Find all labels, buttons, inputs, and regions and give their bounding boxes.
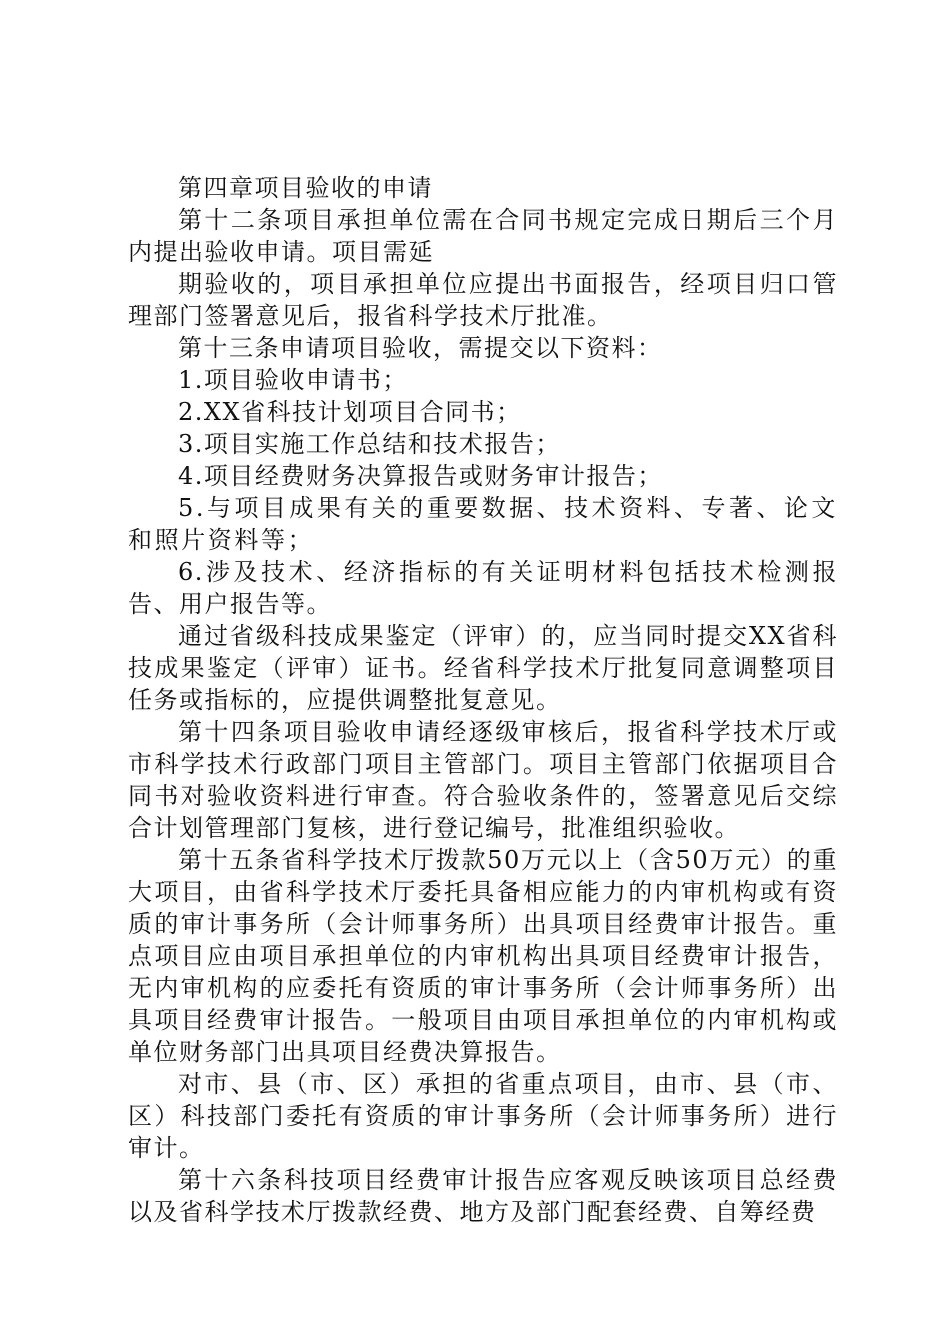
list-item-6: 6.涉及技术、经济指标的有关证明材料包括技术检测报告、用户报告等。 — [128, 558, 838, 618]
chapter-heading: 第四章项目验收的申请 — [178, 174, 433, 202]
paragraph-article-16: 第十六条科技项目经费审计报告应客观反映该项目总经费以及省科学技术厅拨款经费、地方及部门配套经费、自筹经费 — [128, 1166, 838, 1226]
paragraph-article-13: 第十三条申请项目验收，需提交以下资料： — [178, 334, 663, 362]
document-body — [128, 172, 838, 1228]
paragraph-city-county: 对市、县（市、区）承担的省重点项目，由市、县（市、区）科技部门委托有资质的审计事务所（会计师事务所）进行审计。 — [128, 1070, 838, 1162]
paragraph-appraisal: 通过省级科技成果鉴定（评审）的，应当同时提交XX省科技成果鉴定（评审）证书。经省科学技术厅批复同意调整项目任务或指标的，应提供调整批复意见。 — [128, 622, 838, 714]
paragraph-extension: 期验收的，项目承担单位应提出书面报告，经项目归口管理部门签署意见后，报省科学技术厅批准。 — [128, 270, 838, 330]
list-item-3: 3.项目实施工作总结和技术报告； — [178, 430, 561, 458]
list-item-1: 1.项目验收申请书； — [178, 366, 408, 394]
paragraph-article-14: 第十四条项目验收申请经逐级审核后，报省科学技术厅或市科学技术行政部门项目主管部门。项目主管部门依据项目合同书对验收资料进行审查。符合验收条件的，签署意见后交综合计划管理部门复核，进行登记编号，批准组织验收。 — [128, 718, 838, 842]
list-item-5: 5.与项目成果有关的重要数据、技术资料、专著、论文和照片资料等； — [128, 494, 838, 554]
paragraph-article-12: 第十二条项目承担单位需在合同书规定完成日期后三个月内提出验收申请。项目需延 — [128, 206, 838, 266]
paragraph-article-15: 第十五条省科学技术厅拨款50万元以上（含50万元）的重大项目，由省科学技术厅委托具备相应能力的内审机构或有资质的审计事务所（会计师事务所）出具项目经费审计报告。重点项目应由项目承担单位的内审机构出具项目经费审计报告，无内审机构的应委托有资质的审计事务所（会计师事务所）出具项目经费审计报告。一般项目由项目承担单位的内审机构或单位财务部门出具项目经费决算报告。 — [128, 846, 838, 1066]
list-item-2: 2.XX省科技计划项目合同书； — [178, 398, 522, 426]
list-item-4: 4.项目经费财务决算报告或财务审计报告； — [178, 462, 663, 490]
